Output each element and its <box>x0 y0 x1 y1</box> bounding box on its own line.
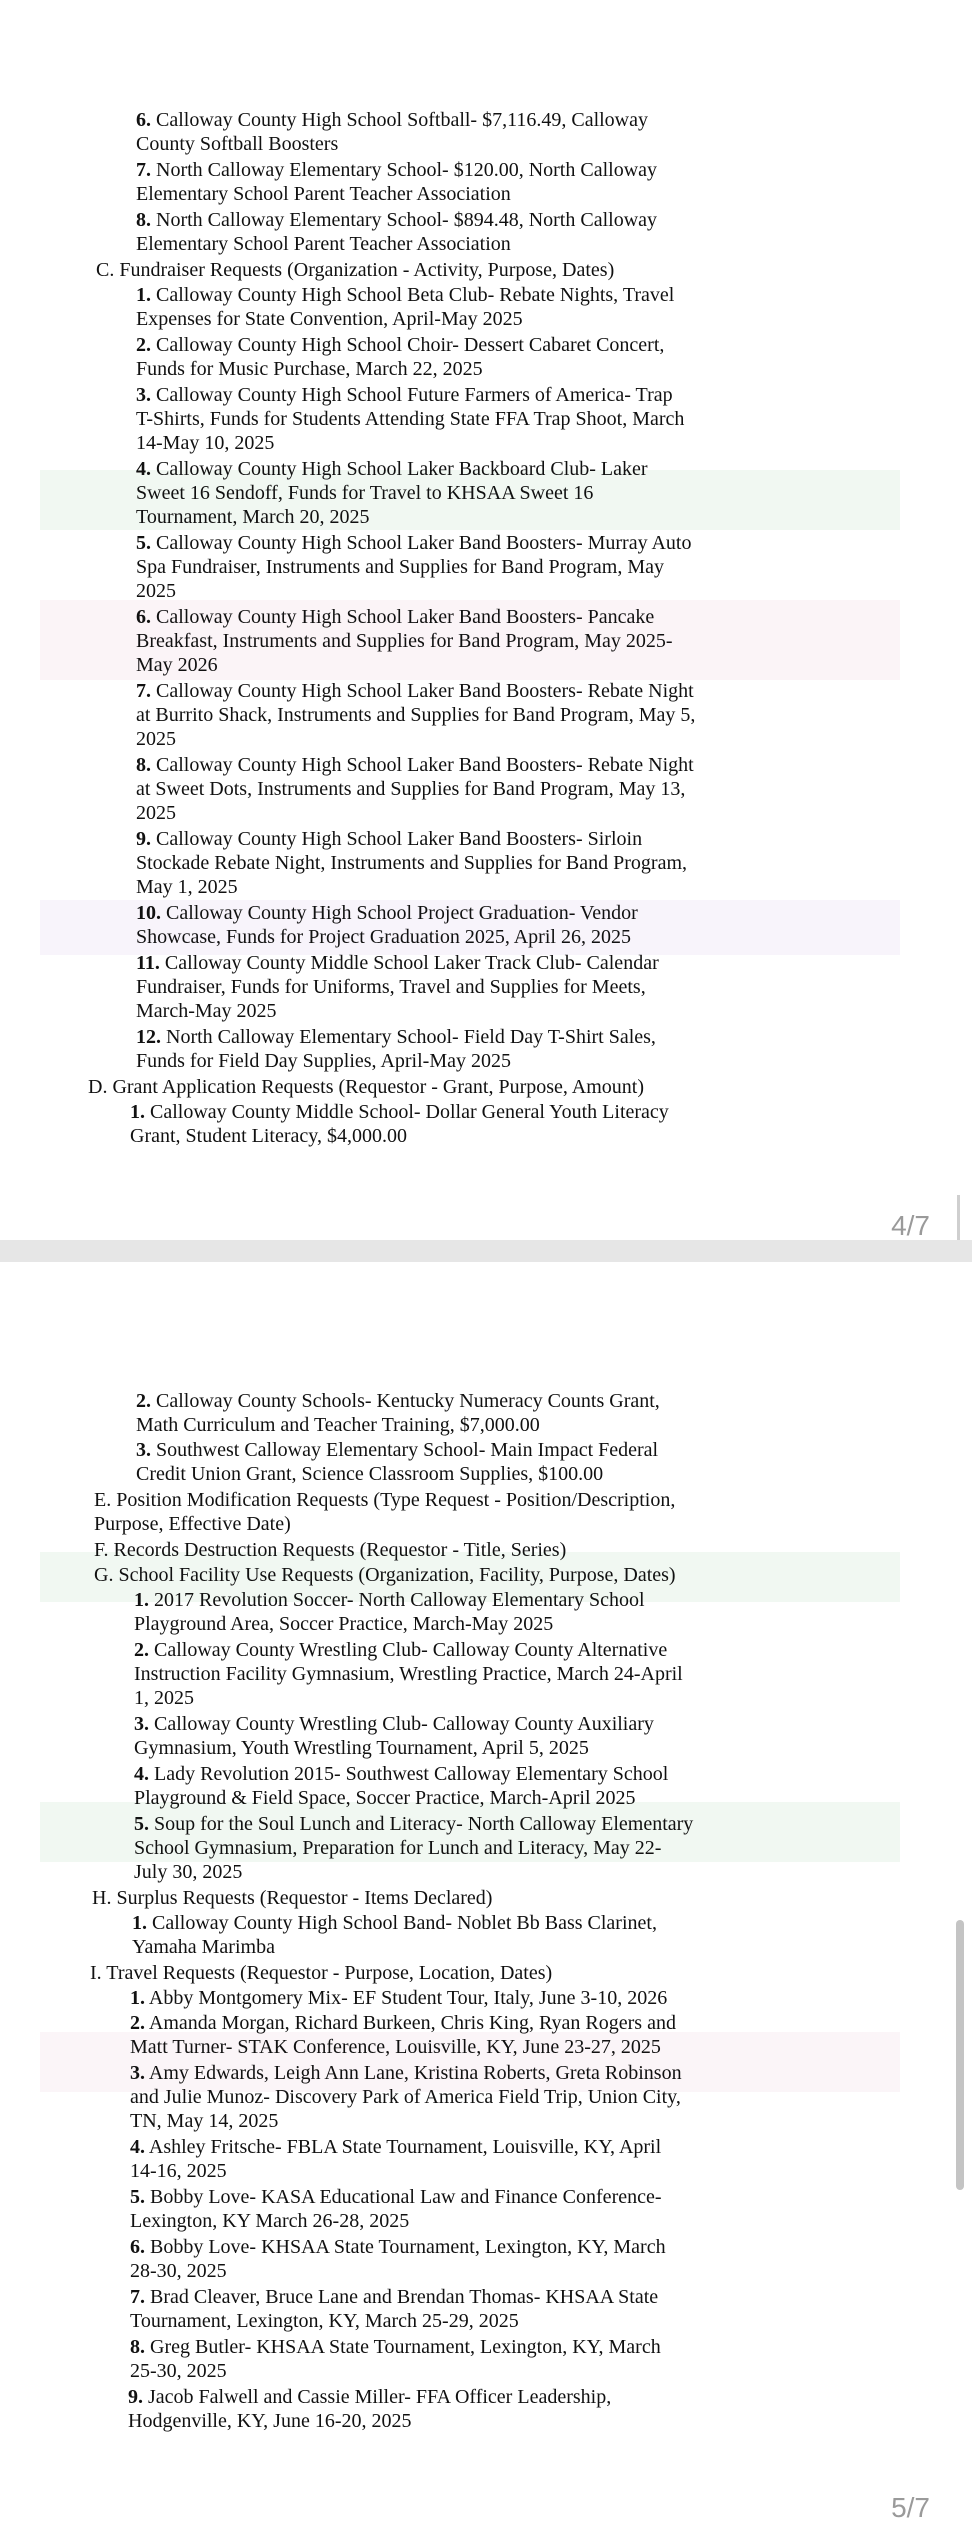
page-number: 5/7 <box>891 2492 930 2523</box>
item-number: 4. <box>136 458 151 480</box>
item-number: 6. <box>130 2236 145 2258</box>
text-line <box>128 2385 611 2410</box>
text-line <box>134 1786 636 1811</box>
scrollbar-thumb[interactable] <box>956 1920 964 2190</box>
line-text: May 1, 2025 <box>136 876 238 898</box>
line-text: Bobby Love- KHSAA State Tournament, Lexington, KY, March <box>145 2236 666 2258</box>
text-line <box>134 1612 553 1637</box>
line-text: Calloway County High School Laker Backboard Club- Laker <box>151 458 648 480</box>
item-number: 3. <box>136 384 151 406</box>
line-text: Amanda Morgan, Richard Burkeen, Chris King, Ryan Rogers and <box>145 2012 676 2034</box>
text-line <box>136 703 695 728</box>
text-line <box>136 457 648 482</box>
text-line <box>130 2159 227 2184</box>
line-text: Calloway County High School Band- Noblet Bb Bass Clarinet, <box>147 1912 657 1934</box>
line-text: at Burrito Shack, Instruments and Supplies for Band Program, May 5, <box>136 704 696 726</box>
item-number: 3. <box>130 2062 145 2084</box>
line-text: Brad Cleaver, Bruce Lane and Brendan Thomas- KHSAA State <box>145 2286 659 2308</box>
line-text: C. Fundraiser Requests (Organization - Activity, Purpose, Dates) <box>96 259 615 281</box>
item-number: 6. <box>136 109 151 131</box>
line-text: I. Travel Requests (Requestor - Purpose, Location, Dates) <box>90 1962 553 1984</box>
item-number: 2. <box>134 1639 149 1661</box>
item-number: 9. <box>128 2386 143 2408</box>
text-line <box>136 208 657 233</box>
line-text: Funds for Music Purchase, March 22, 2025 <box>136 358 483 380</box>
line-text: Bobby Love- KASA Educational Law and Finance Conference- <box>145 2186 662 2208</box>
text-line <box>136 777 685 802</box>
line-text: North Calloway Elementary School- Field Day T-Shirt Sales, <box>161 1026 656 1048</box>
text-line <box>136 727 176 752</box>
line-text: Amy Edwards, Leigh Ann Lane, Kristina Roberts, Greta Robinson <box>145 2062 682 2084</box>
line-text: Tournament, March 20, 2025 <box>136 506 370 528</box>
line-text: March-May 2025 <box>136 1000 277 1022</box>
line-text: Math Curriculum and Teacher Training, $7,000.00 <box>136 1414 540 1436</box>
line-text: North Calloway Elementary School- $120.00, North Calloway <box>151 159 658 181</box>
text-line <box>136 357 483 382</box>
item-number: 4. <box>134 1763 149 1785</box>
text-line <box>136 999 277 1024</box>
text-line <box>134 1712 654 1737</box>
text-line <box>94 1488 675 1513</box>
text-line <box>96 258 614 283</box>
line-text: 2025 <box>136 728 176 750</box>
line-text: Playground Area, Soccer Practice, March-May 2025 <box>134 1613 554 1635</box>
item-number: 1. <box>130 1101 145 1123</box>
line-text: Calloway County High School Laker Band Boosters- Murray Auto <box>151 532 692 554</box>
line-text: Greg Butler- KHSAA State Tournament, Lexington, KY, March <box>145 2336 661 2358</box>
text-line <box>130 1986 667 2011</box>
line-text: Gymnasium, Youth Wrestling Tournament, April 5, 2025 <box>134 1737 589 1759</box>
line-text: Soup for the Soul Lunch and Literacy- North Calloway Elementary <box>149 1813 694 1835</box>
text-line <box>136 851 687 876</box>
line-text: 2017 Revolution Soccer- North Calloway Elementary School <box>149 1589 645 1611</box>
page-edge <box>957 1195 960 1240</box>
line-text: Stockade Rebate Night, Instruments and Supplies for Band Program, <box>136 852 688 874</box>
line-text: TN, May 14, 2025 <box>130 2110 279 2132</box>
line-text: Yamaha Marimba <box>132 1936 275 1958</box>
item-number: 8. <box>130 2336 145 2358</box>
line-text: Abby Montgomery Mix- EF Student Tour, Italy, June 3-10, 2026 <box>145 1987 668 2009</box>
text-line <box>136 158 657 183</box>
line-text: G. School Facility Use Requests (Organization, Facility, Purpose, Dates) <box>94 1564 676 1586</box>
text-line <box>134 1812 693 1837</box>
text-line <box>136 925 631 950</box>
item-number: 1. <box>134 1589 149 1611</box>
text-line <box>130 1100 669 1125</box>
line-text: County Softball Boosters <box>136 133 339 155</box>
text-line <box>130 2085 681 2110</box>
text-line <box>90 1961 552 1986</box>
text-line <box>130 2035 661 2060</box>
text-line <box>136 407 684 432</box>
text-line <box>136 1462 603 1487</box>
text-line <box>136 232 511 257</box>
text-line <box>130 2135 661 2160</box>
text-line <box>134 1860 242 1885</box>
line-text: 1, 2025 <box>134 1687 194 1709</box>
item-number: 5. <box>134 1813 149 1835</box>
line-text: 14-16, 2025 <box>130 2160 227 2182</box>
line-text: July 30, 2025 <box>134 1861 243 1883</box>
text-line <box>136 753 694 778</box>
line-text: Calloway County High School Laker Band Boosters- Pancake <box>151 606 655 628</box>
item-number: 3. <box>136 1439 151 1461</box>
line-text: Spa Fundraiser, Instruments and Supplies for Band Program, May <box>136 556 665 578</box>
text-line <box>136 629 673 654</box>
text-line <box>134 1762 668 1787</box>
line-text: D. Grant Application Requests (Requestor - Grant, Purpose, Amount) <box>88 1076 645 1098</box>
line-text: Grant, Student Literacy, $4,000.00 <box>130 1125 407 1147</box>
line-text: Lexington, KY March 26-28, 2025 <box>130 2210 410 2232</box>
line-text: T-Shirts, Funds for Students Attending State FFA Trap Shoot, March <box>136 408 685 430</box>
item-number: 1. <box>136 284 151 306</box>
line-text: Lady Revolution 2015- Southwest Calloway Elementary School <box>149 1763 669 1785</box>
line-text: Calloway County High School Choir- Dessert Cabaret Concert, <box>151 334 665 356</box>
item-number: 5. <box>136 532 151 554</box>
text-line <box>136 307 523 332</box>
text-line <box>136 975 646 1000</box>
text-line <box>136 531 692 556</box>
line-text: 2025 <box>136 580 176 602</box>
text-line <box>130 2185 662 2210</box>
item-number: 11. <box>136 952 160 974</box>
line-text: 2025 <box>136 802 176 824</box>
text-line <box>130 2309 519 2334</box>
line-text: School Gymnasium, Preparation for Lunch and Literacy, May 22- <box>134 1837 662 1859</box>
text-line <box>136 481 593 506</box>
text-line <box>92 1886 492 1911</box>
line-text: at Sweet Dots, Instruments and Supplies for Band Program, May 13, <box>136 778 686 800</box>
line-text: Playground & Field Space, Soccer Practice, March-April 2025 <box>134 1787 636 1809</box>
item-number: 3. <box>134 1713 149 1735</box>
text-line <box>130 2235 666 2260</box>
line-text: Calloway County High School Laker Band Boosters- Rebate Night <box>151 754 694 776</box>
text-line <box>130 2209 409 2234</box>
document-page-4 <box>0 0 972 1240</box>
text-line <box>136 333 664 358</box>
line-text: Sweet 16 Sendoff, Funds for Travel to KHSAA Sweet 16 <box>136 482 594 504</box>
line-text: Calloway County High School Laker Band Boosters- Rebate Night <box>151 680 694 702</box>
text-line <box>136 108 648 133</box>
text-line <box>136 182 511 207</box>
text-line <box>130 2109 278 2134</box>
text-line <box>94 1538 566 1563</box>
text-line <box>134 1588 645 1613</box>
text-line <box>130 2011 676 2036</box>
item-number: 8. <box>136 754 151 776</box>
line-text: Calloway County Schools- Kentucky Numeracy Counts Grant, <box>151 1390 660 1412</box>
line-text: Southwest Calloway Elementary School- Main Impact Federal <box>151 1439 659 1461</box>
line-text: Calloway County High School Laker Band Boosters- Sirloin <box>151 828 643 850</box>
text-line <box>136 555 664 580</box>
text-line <box>94 1512 291 1537</box>
item-number: 1. <box>132 1912 147 1934</box>
text-line <box>136 1413 540 1438</box>
text-line <box>134 1736 589 1761</box>
text-line <box>132 1911 657 1936</box>
item-number: 7. <box>136 159 151 181</box>
item-number: 9. <box>136 828 151 850</box>
text-line <box>136 1049 511 1074</box>
text-line <box>136 827 642 852</box>
item-number: 2. <box>136 1390 151 1412</box>
item-number: 4. <box>130 2136 145 2158</box>
line-text: Matt Turner- STAK Conference, Louisville, KY, June 23-27, 2025 <box>130 2036 661 2058</box>
text-line <box>136 579 176 604</box>
item-number: 6. <box>136 606 151 628</box>
line-text: Fundraiser, Funds for Uniforms, Travel and Supplies for Meets, <box>136 976 646 998</box>
line-text: 25-30, 2025 <box>130 2360 227 2382</box>
text-line <box>136 383 673 408</box>
line-text: 14-May 10, 2025 <box>136 432 275 454</box>
item-number: 1. <box>130 1987 145 2009</box>
line-text: Calloway County Middle School- Dollar General Youth Literacy <box>145 1101 669 1123</box>
line-text: Calloway County High School Beta Club- Rebate Nights, Travel <box>151 284 675 306</box>
line-text: Expenses for State Convention, April-May 2025 <box>136 308 523 330</box>
text-line <box>130 2285 658 2310</box>
text-line <box>130 2335 661 2360</box>
text-line <box>136 605 654 630</box>
item-number: 10. <box>136 902 161 924</box>
text-line <box>134 1836 661 1861</box>
line-text: Calloway County High School Project Graduation- Vendor <box>161 902 638 924</box>
text-line <box>136 1438 658 1463</box>
text-line <box>128 2409 412 2434</box>
line-text: Calloway County Wrestling Club- Calloway County Alternative <box>149 1639 668 1661</box>
text-line <box>130 2061 682 2086</box>
line-text: Calloway County High School Softball- $7,116.49, Calloway <box>151 109 649 131</box>
line-text: Elementary School Parent Teacher Association <box>136 183 511 205</box>
text-line <box>94 1563 676 1588</box>
text-line <box>134 1638 667 1663</box>
line-text: Elementary School Parent Teacher Association <box>136 233 511 255</box>
item-number: 7. <box>136 680 151 702</box>
line-text: Breakfast, Instruments and Supplies for Band Program, May 2025- <box>136 630 673 652</box>
text-line <box>136 431 274 456</box>
item-number: 7. <box>130 2286 145 2308</box>
text-line <box>130 2259 227 2284</box>
line-text: Instruction Facility Gymnasium, Wrestling Practice, March 24-April <box>134 1663 683 1685</box>
line-text: Credit Union Grant, Science Classroom Supplies, $100.00 <box>136 1463 604 1485</box>
text-line <box>136 505 370 530</box>
line-text: Funds for Field Day Supplies, April-May 2025 <box>136 1050 511 1072</box>
line-text: and Julie Munoz- Discovery Park of America Field Trip, Union City, <box>130 2086 681 2108</box>
line-text: Jacob Falwell and Cassie Miller- FFA Officer Leadership, <box>143 2386 612 2408</box>
text-line <box>130 2359 227 2384</box>
text-line <box>136 1025 656 1050</box>
text-line <box>136 951 659 976</box>
text-line <box>136 132 338 157</box>
line-text: F. Records Destruction Requests (Requestor - Title, Series) <box>94 1539 567 1561</box>
line-text: Hodgenville, KY, June 16-20, 2025 <box>128 2410 412 2432</box>
text-line <box>88 1075 644 1100</box>
line-text: H. Surplus Requests (Requestor - Items Declared) <box>92 1887 493 1909</box>
line-text: Calloway County Wrestling Club- Calloway County Auxiliary <box>149 1713 654 1735</box>
line-text: Calloway County High School Future Farmers of America- Trap <box>151 384 673 406</box>
text-line <box>134 1662 683 1687</box>
text-line <box>136 283 674 308</box>
text-line <box>134 1686 194 1711</box>
line-text: Calloway County Middle School Laker Track Club- Calendar <box>159 952 659 974</box>
text-line <box>136 679 694 704</box>
text-line <box>130 1124 407 1149</box>
text-line <box>136 875 238 900</box>
page-number: 4/7 <box>891 1210 930 1240</box>
line-text: Ashley Fritsche- FBLA State Tournament, Louisville, KY, April <box>145 2136 662 2158</box>
text-line <box>136 653 218 678</box>
item-number: 2. <box>136 334 151 356</box>
item-number: 12. <box>136 1026 161 1048</box>
item-number: 2. <box>130 2012 145 2034</box>
line-text: Purpose, Effective Date) <box>94 1513 291 1535</box>
item-number: 8. <box>136 209 151 231</box>
line-text: Showcase, Funds for Project Graduation 2025, April 26, 2025 <box>136 926 631 948</box>
line-text: May 2026 <box>136 654 218 676</box>
text-line <box>132 1935 275 1960</box>
line-text: 28-30, 2025 <box>130 2260 227 2282</box>
item-number: 5. <box>130 2186 145 2208</box>
text-line <box>136 801 176 826</box>
document-page-5 <box>0 1262 972 2525</box>
line-text: Tournament, Lexington, KY, March 25-29, 2025 <box>130 2310 519 2332</box>
line-text: E. Position Modification Requests (Type Request - Position/Description, <box>94 1489 676 1511</box>
line-text: North Calloway Elementary School- $894.48, North Calloway <box>151 209 658 231</box>
text-line <box>136 1389 660 1414</box>
text-line <box>136 901 638 926</box>
